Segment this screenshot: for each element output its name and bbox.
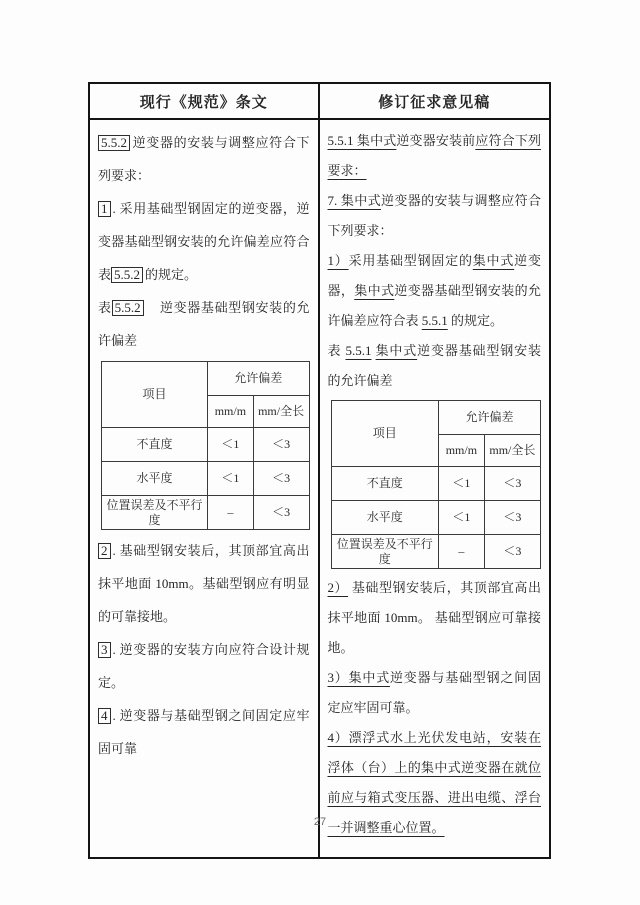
clause-paragraph	[98, 534, 310, 633]
clause-paragraph	[328, 663, 542, 723]
clause-paragraph	[328, 186, 542, 246]
boxed-text: 5.5.2	[112, 300, 144, 316]
table-cell: 不直度	[102, 428, 208, 462]
table-cell: 位置误差及不平行度	[102, 496, 208, 530]
underlined-text: 3）集中式	[327, 670, 390, 685]
table-cell: ＜3	[253, 496, 309, 530]
clause-paragraph	[98, 699, 310, 765]
text-run: 表	[327, 343, 346, 358]
underlined-text: 集中式	[472, 253, 515, 268]
text-run: 逆变器基础型钢安装的允许偏差	[327, 343, 541, 388]
underlined-text: 集中式	[354, 283, 395, 298]
table-row	[331, 501, 541, 535]
boxed-text: 2	[98, 543, 111, 559]
table-header-deviation: 允许偏差	[208, 362, 309, 396]
table-cell: ＜3	[484, 467, 540, 501]
clause-paragraph	[328, 126, 542, 186]
page-number: 27	[313, 816, 327, 828]
table-cell: ＜3	[253, 462, 309, 496]
text-run: 逆变器与基础型钢之间固定应牢固可靠。	[327, 670, 541, 715]
table-cell: ＜1	[208, 428, 254, 462]
table-header-unit: mm/m	[438, 435, 484, 467]
current-code-column	[90, 120, 320, 857]
underlined-text: 集中式	[375, 343, 418, 358]
table-row	[102, 428, 310, 462]
text-run: 逆变器的安装与调整应符合下列要求：	[98, 135, 310, 183]
text-run: 逆变器，	[327, 253, 541, 298]
table-cell: –	[208, 496, 254, 530]
table-header-unit: mm/全长	[484, 435, 540, 467]
text-run: . 逆变器的安装方向应符合设计规定。	[98, 642, 310, 690]
table-cell: ＜1	[438, 467, 484, 501]
table-cell: 位置误差及不平行度	[331, 535, 438, 569]
text-run: 的规定。	[145, 267, 198, 282]
table-caption	[328, 336, 542, 396]
underlined-text: 5.5.1	[421, 313, 448, 328]
underlined-text: 5.5.1	[345, 343, 372, 358]
clause-paragraph	[98, 633, 310, 699]
table-caption	[98, 291, 310, 357]
boxed-text: 5.5.2	[98, 135, 130, 151]
tolerance-table	[331, 400, 542, 569]
table-header-deviation: 允许偏差	[438, 401, 540, 435]
table-cell: ＜1	[208, 462, 254, 496]
boxed-text: 1	[98, 201, 111, 217]
table-cell: ＜3	[253, 428, 309, 462]
table-header-unit: mm/m	[208, 396, 254, 428]
table-row	[331, 535, 541, 569]
clause-paragraph	[98, 126, 310, 192]
underlined-text: 应符合下列要求：	[327, 133, 541, 178]
table-row	[102, 462, 310, 496]
table-header-item: 项目	[331, 401, 438, 467]
tolerance-table	[101, 361, 310, 530]
clause-paragraph	[98, 192, 310, 291]
clause-paragraph	[328, 246, 542, 336]
table-cell: ＜3	[484, 535, 540, 569]
text-run: 的规定。	[447, 313, 504, 328]
revision-draft-column	[320, 120, 550, 857]
text-run: . 采用基础型钢固定的逆变器，逆变器基础型钢安装的允许偏差应符合表	[98, 201, 310, 282]
text-run: 基础型钢安装后，其顶部宜高出抹平地面 10mm。 基础型钢应可靠接地。	[327, 580, 541, 655]
table-header-item: 项目	[102, 362, 208, 428]
text-run: 采用基础型钢固定的	[348, 253, 473, 268]
underlined-text: 7. 集中式	[327, 193, 381, 208]
table-cell: 不直度	[331, 467, 438, 501]
text-run: 表	[98, 300, 112, 315]
table-cell: 水平度	[331, 501, 438, 535]
table-cell: –	[438, 535, 484, 569]
underlined-text: 4）漂浮式水上光伏发电站，安装在浮体（台）上的集中式逆变器在就位前应与箱式变压器、进出电缆、浮台一并调整重心位置。	[327, 730, 541, 835]
comparison-table	[88, 82, 551, 859]
text-run: . 逆变器与基础型钢之间固定应牢固可靠	[98, 708, 310, 756]
text-run: 逆变器安装前	[396, 133, 476, 148]
clause-paragraph	[328, 573, 542, 663]
table-cell: 水平度	[102, 462, 208, 496]
underlined-text: 5.5.1 集中式	[327, 133, 397, 148]
table-row	[331, 467, 541, 501]
boxed-text: 3	[98, 642, 111, 658]
boxed-text: 4	[98, 708, 111, 724]
underlined-text: 2）	[327, 580, 349, 595]
text-run: . 基础型钢安装后，其顶部宜高出抹平地面 10mm。基础型钢应有明显的可靠接地。	[98, 543, 310, 624]
table-header-unit: mm/全长	[253, 396, 309, 428]
underlined-text: 1）	[327, 253, 349, 268]
text-run: 逆变器基础型钢安装的允许偏差应符合表	[327, 283, 541, 328]
text-run: 逆变器基础型钢安装的允许偏差	[98, 300, 310, 348]
text-run: 逆变器的安装与调整应符合下列要求：	[327, 193, 541, 238]
table-cell: ＜3	[484, 501, 540, 535]
column-header-current-code: 现行《规范》条文	[90, 84, 320, 120]
column-header-revision-draft: 修订征求意见稿	[320, 84, 550, 120]
table-row	[102, 496, 310, 530]
table-cell: ＜1	[438, 501, 484, 535]
boxed-text: 5.5.2	[111, 267, 143, 283]
